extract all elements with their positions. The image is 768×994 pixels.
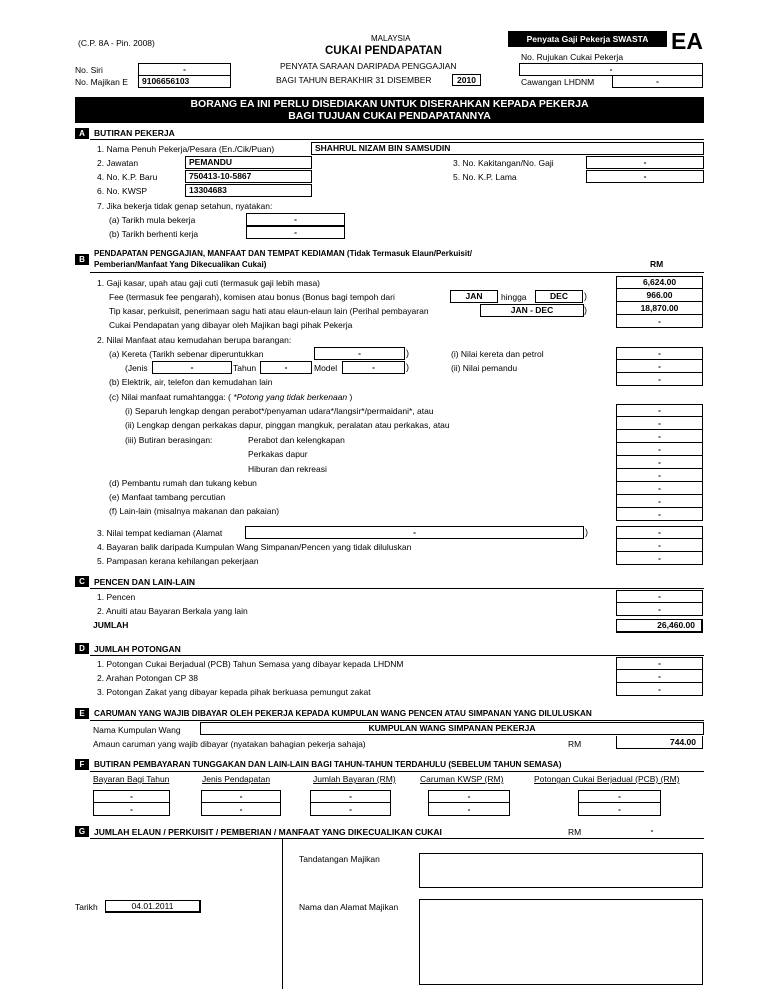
fee-to: DEC — [535, 290, 583, 303]
percutian-value: - — [616, 495, 703, 508]
model-close-paren: ) — [406, 362, 409, 372]
kakitangan-label: 3. No. Kakitangan/No. Gaji — [453, 158, 554, 168]
ea-label: EA — [671, 28, 703, 54]
rumahtangga-note: *Potong yang tidak berkenaan — [233, 392, 348, 402]
tahun-field: - — [260, 361, 312, 374]
col-caruman-kwsp: Caruman KWSP (RM) — [420, 774, 504, 784]
kp-lama-label: 5. No. K.P. Lama — [453, 172, 517, 182]
nilai-pemandu-value: - — [616, 360, 703, 373]
tahun-label: Tahun — [233, 363, 257, 373]
tip-label: Tip kasar, perkuisit, penerimaan sagu hati atau elaun-elaun lain (Perihal pembayaran — [109, 306, 429, 316]
bayaran-balik-label: 4. Bayaran balik daripada Kumpulan Wang Simpanan/Pencen yang tidak diluluskan — [97, 542, 412, 552]
form-subtitle: PENYATA SARAAN DARIPADA PENGGAJIAN — [280, 61, 457, 71]
nama-alamat-box — [419, 899, 703, 985]
amaun-rm-label: RM — [568, 739, 582, 749]
banner-line-1: BORANG EA INI PERLU DISEDIAKAN UNTUK DISERAHKAN KEPADA PEKERJA — [190, 98, 589, 110]
section-b-title — [94, 250, 472, 258]
tarikh-field: 04.01.2011 — [105, 900, 201, 913]
nama-kumpulan-label: Nama Kumpulan Wang — [93, 725, 181, 735]
country-label: MALAYSIA — [371, 34, 411, 43]
section-a-rule — [90, 139, 704, 140]
pcb-value: - — [616, 657, 703, 670]
f-row2-pcb: - — [578, 803, 661, 816]
tandatangan-box — [419, 853, 703, 888]
tarikh-label: Tarikh — [75, 902, 98, 912]
extra-value: - — [616, 456, 703, 469]
mula-field: - — [246, 213, 345, 226]
anuiti-label: 2. Anuiti atau Bayaran Berkala yang lain — [97, 606, 248, 616]
zakat-label: 3. Potongan Zakat yang dibayar kepada pihak berkuasa pemungut zakat — [97, 687, 371, 697]
form-reference: (C.P. 8A - Pin. 2008) — [78, 38, 155, 48]
lengkap-value: - — [616, 417, 703, 430]
f-row1-jumlah: - — [310, 790, 391, 803]
separuh-label: (i) Separuh lengkap dengan perabot*/penyaman udara*/langsir*/permaidani*, atau — [125, 406, 434, 416]
cukai-value: - — [616, 315, 703, 328]
col-bayaran-tahun: Bayaran Bagi Tahun — [93, 774, 170, 784]
pampasan-label: 5. Pampasan kerana kehilangan pekerjaan — [97, 556, 259, 566]
pencen-value: - — [616, 590, 703, 603]
pembantu-value: - — [616, 482, 703, 495]
cawangan-field: - — [612, 75, 703, 88]
g-value: - — [600, 824, 704, 837]
section-c-letter: C — [75, 576, 89, 587]
jenis-field: - — [152, 361, 232, 374]
tandatangan-label: Tandatangan Majikan — [299, 854, 380, 864]
section-b-letter: B — [75, 254, 89, 265]
section-g-title: JUMLAH ELAUN / PERKUISIT / PEMBERIAN / MANFAAT YANG DIKECUALIKAN CUKAI — [94, 827, 442, 837]
section-c-title: PENCEN DAN LAIN-LAIN — [94, 577, 196, 587]
section-b-rule — [90, 272, 704, 273]
pencen-label: 1. Pencen — [97, 592, 136, 602]
kwsp-field: 13304683 — [185, 184, 312, 197]
f-row2-jumlah: - — [310, 803, 391, 816]
kediaman-alamat-field: - — [245, 526, 584, 539]
rujukan-label: No. Rujukan Cukai Pekerja — [521, 52, 624, 62]
fee-from: JAN — [450, 290, 498, 303]
cp38-value: - — [616, 670, 703, 683]
no-majikan-label: No. Majikan E — [75, 77, 128, 87]
kwsp-label: 6. No. KWSP — [97, 186, 148, 196]
kp-baru-field: 750413-10-5867 — [185, 170, 312, 183]
section-b-title-bold: PENDAPATAN PENGGAJIAN, MANFAAT DAN TEMPAT KEDIAMAN — [94, 249, 345, 258]
perabot-label: Perabot dan kelengkapan — [248, 435, 345, 445]
section-g-letter: G — [75, 826, 89, 837]
section-e-title: CARUMAN YANG WAJIB DIBAYAR OLEH PEKERJA KEPADA KUMPULAN WANG PENCEN ATAU SIMPANAN YANG DILULUSKAN — [94, 709, 592, 718]
pcb-label: 1. Potongan Cukai Berjadual (PCB) Tahun Semasa yang dibayar kepada LHDNM — [97, 659, 404, 669]
rumahtangga-label-text: (c) Nilai manfaat rumahtangga: ( — [109, 392, 231, 402]
jenis-label: (Jenis — [125, 363, 148, 373]
lain-value: - — [616, 508, 703, 521]
zakat-value: - — [616, 683, 703, 696]
rm-header: RM — [650, 259, 664, 269]
jumlah-value: 26,460.00 — [616, 619, 703, 633]
percutian-label: (e) Manfaat tambang percutian — [109, 492, 226, 502]
berasingan-label: (iii) Butiran berasingan: — [125, 435, 213, 445]
pampasan-value: - — [616, 552, 703, 565]
f-row1-kwsp: - — [428, 790, 510, 803]
anuiti-value: - — [616, 603, 703, 616]
kediaman-close-paren: ) — [585, 527, 588, 537]
cukai-label: Cukai Pendapatan yang dibayar oleh Majikan bagi pihak Pekerja — [109, 320, 353, 330]
section-b-title-note-2: Pemberian/Manfaat Yang Dikecualikan Cukai) — [94, 260, 267, 269]
kediaman-label: 3. Nilai tempat kediaman (Alamat — [97, 528, 223, 538]
cp38-label: 2. Arahan Potongan CP 38 — [97, 673, 198, 683]
kp-baru-label: 4. No. K.P. Baru — [97, 172, 158, 182]
g-rm-label: RM — [568, 827, 582, 837]
model-field: - — [342, 361, 405, 374]
col-potongan-pcb: Potongan Cukai Berjadual (PCB) (RM) — [534, 774, 680, 784]
form-type-badge: Penyata Gaji Pekerja SWASTA — [508, 31, 667, 47]
section-a-letter: A — [75, 128, 89, 139]
kakitangan-field: - — [586, 156, 704, 169]
banner-line-2: BAGI TUJUAN CUKAI PENDAPATANNYA — [288, 110, 491, 122]
manfaat-label: 2. Nilai Manfaat atau kemudahan berupa barangan: — [97, 335, 292, 345]
form-title: CUKAI PENDAPATAN — [325, 45, 442, 57]
fee-close-paren: ) — [584, 291, 587, 301]
f-row2-jenis: - — [201, 803, 281, 816]
nama-label: 1. Nama Penuh Pekerja/Pesara (En./Cik/Puan) — [97, 144, 275, 154]
banner — [75, 97, 704, 123]
hiburan-value: - — [616, 469, 703, 482]
model-label: Model — [314, 363, 338, 373]
section-a-title: BUTIRAN PEKERJA — [94, 128, 175, 138]
rujukan-field: - — [519, 63, 703, 76]
hiburan-label: Hiburan dan rekreasi — [248, 464, 327, 474]
section-e-letter: E — [75, 708, 89, 719]
cawangan-label: Cawangan LHDNM — [521, 77, 595, 87]
section-f-title: BUTIRAN PEMBAYARAN TUNGGAKAN DAN LAIN-LAIN BAGI TAHUN-TAHUN TERDAHULU (SEBELUM TAHUN SEMASA) — [94, 760, 562, 769]
amaun-value: 744.00 — [616, 736, 703, 749]
fee-label: Fee (termasuk fee pengarah), komisen atau bonus (Bonus bagi tempoh dari — [109, 292, 395, 302]
perabot-value: - — [616, 430, 703, 443]
nilai-kereta-value: - — [616, 347, 703, 360]
separuh-value: - — [616, 404, 703, 417]
year-field: 2010 — [452, 74, 481, 86]
f-row2-kwsp: - — [428, 803, 510, 816]
col-jumlah-bayaran: Jumlah Bayaran (RM) — [313, 774, 396, 784]
amaun-label: Amaun caruman yang wajib dibayar (nyatakan bahagian pekerja sahaja) — [93, 739, 366, 749]
lengkap-label: (ii) Lengkap dengan perkakas dapur, pinggan mangkuk, peralatan atau perkakas, atau — [125, 420, 450, 430]
nama-kumpulan-field: KUMPULAN WANG SIMPANAN PEKERJA — [200, 722, 704, 735]
nilai-kereta-label: (i) Nilai kereta dan petrol — [451, 349, 544, 359]
kereta-label: (a) Kereta (Tarikh sebenar diperuntukkan — [109, 349, 264, 359]
dapur-label: Perkakas dapur — [248, 449, 308, 459]
bayaran-balik-value: - — [616, 539, 703, 552]
no-majikan-field: 9106656103 — [138, 75, 231, 88]
no-siri-label: No. Siri — [75, 65, 103, 75]
col-jenis-pendapatan: Jenis Pendapatan — [202, 774, 271, 784]
f-row1-jenis: - — [201, 790, 281, 803]
pembantu-label: (d) Pembantu rumah dan tukang kebun — [109, 478, 257, 488]
jawatan-field: PEMANDU — [185, 156, 312, 169]
kp-lama-field: - — [586, 170, 704, 183]
kediaman-value: - — [616, 526, 703, 539]
jumlah-label: JUMLAH — [93, 620, 129, 630]
section-e-rule — [90, 720, 704, 721]
dapur-value: - — [616, 443, 703, 456]
elektrik-value: - — [616, 373, 703, 386]
section-d-letter: D — [75, 643, 89, 654]
kereta-tarikh-field: - — [314, 347, 405, 360]
jawatan-label: 2. Jawatan — [97, 158, 139, 168]
no-siri-field: - — [138, 63, 231, 76]
section-b-title-note: (Tidak Termasuk Elaun/Perkuisit/ — [346, 249, 472, 258]
elektrik-label: (b) Elektrik, air, telefon dan kemudahan lain — [109, 377, 273, 387]
gaji-value: 6,624.00 — [616, 276, 703, 289]
kereta-close-paren: ) — [406, 348, 409, 358]
berhenti-field: - — [246, 226, 345, 239]
fee-value: 966.00 — [616, 289, 703, 302]
lain-label: (f) Lain-lain (misalnya makanan dan pakaian) — [109, 506, 280, 516]
tip-value: 18,870.00 — [616, 302, 703, 315]
section-f-rule — [90, 771, 704, 772]
tip-close-paren: ) — [584, 305, 587, 315]
hingga-label: hingga — [501, 292, 527, 302]
mula-label: (a) Tarikh mula bekerja — [109, 215, 196, 225]
nama-alamat-label: Nama dan Alamat Majikan — [299, 902, 399, 912]
berhenti-label: (b) Tarikh berhenti kerja — [109, 229, 199, 239]
gaji-label: 1. Gaji kasar, upah atau gaji cuti (termasuk gaji lebih masa) — [97, 278, 321, 288]
f-row1-pcb: - — [578, 790, 661, 803]
section-d-title: JUMLAH POTONGAN — [94, 644, 181, 654]
tip-period: JAN - DEC — [480, 304, 584, 317]
tidak-genap-label: 7. Jika bekerja tidak genap setahun, nyatakan: — [97, 201, 273, 211]
nilai-pemandu-label: (ii) Nilai pemandu — [451, 363, 518, 373]
nama-field: SHAHRUL NIZAM BIN SAMSUDIN — [311, 142, 704, 155]
section-c-rule — [90, 588, 704, 589]
f-row1-tahun: - — [93, 790, 170, 803]
year-label: BAGI TAHUN BERAKHIR 31 DISEMBER — [276, 75, 432, 85]
section-f-letter: F — [75, 759, 89, 770]
f-row2-tahun: - — [93, 803, 170, 816]
section-d-rule — [90, 655, 704, 656]
rumahtangga-label: (c) Nilai manfaat rumahtangga: ( *Potong yang tidak berkenaan ) — [109, 392, 353, 402]
